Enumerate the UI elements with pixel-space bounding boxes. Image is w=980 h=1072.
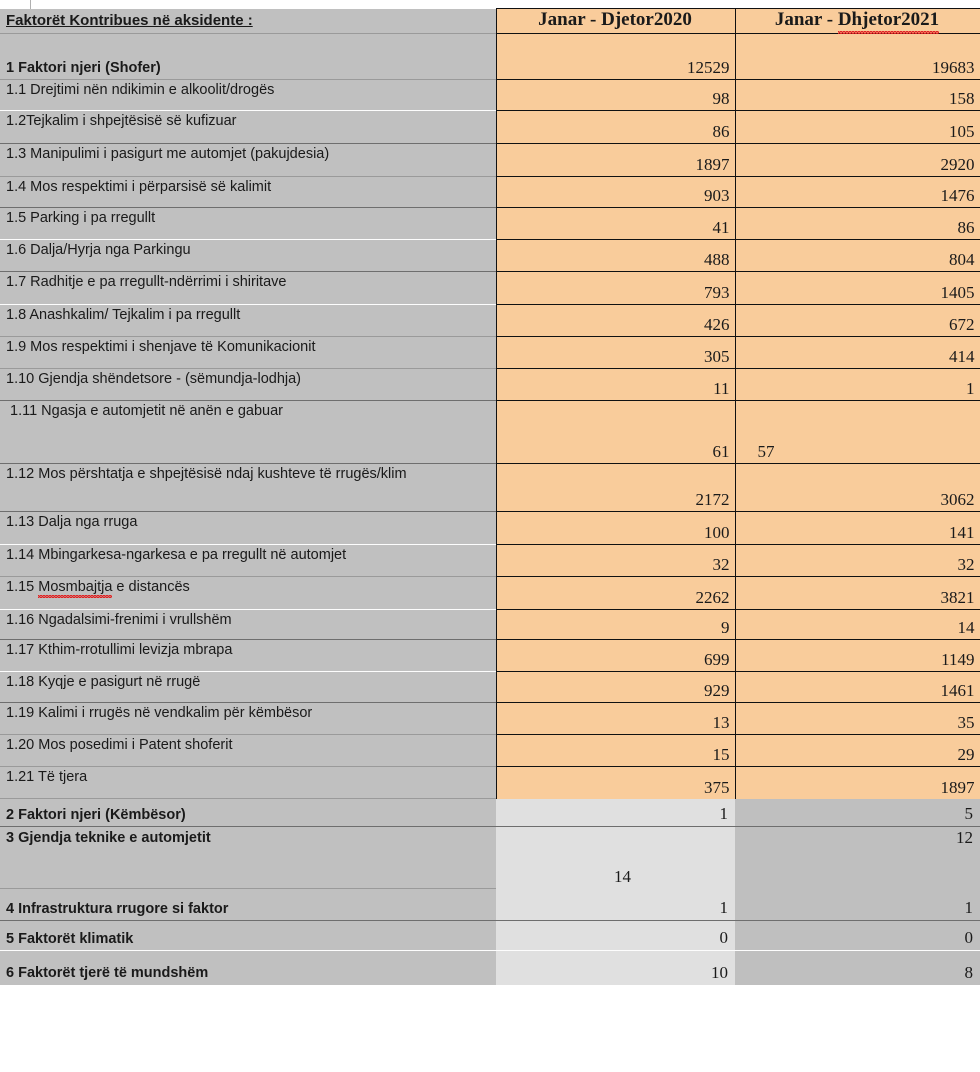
row-value-2020: 903: [496, 177, 735, 208]
row-value-2020: 61: [496, 401, 735, 464]
row-label: 1.14 Mbingarkesa-ngarkesa e pa rregullt në automjet: [0, 545, 496, 577]
table-row: [0, 735, 980, 767]
column-header-2021-misspelled: Dhjetor2021: [837, 9, 940, 30]
table-row: [0, 610, 980, 640]
row-value-2021: 1405: [735, 272, 980, 305]
table-row: [0, 464, 980, 512]
table-row: [0, 401, 980, 464]
table-row: [0, 545, 980, 577]
row-value-2021: 2920: [735, 144, 980, 177]
row-value-2021: 158: [735, 80, 980, 111]
table-row: [0, 672, 980, 703]
table-row: [0, 369, 980, 401]
row-label: [0, 577, 496, 610]
row-label: 1 Faktori njeri (Shofer): [0, 34, 496, 80]
table-row: [0, 272, 980, 305]
row-label: 2 Faktori njeri (Këmbësor): [0, 799, 496, 827]
row-label: 1.20 Mos posedimi i Patent shoferit: [0, 735, 496, 767]
row-value-2021: 0: [735, 921, 980, 951]
row-value-2020: 929: [496, 672, 735, 703]
row-value-2020: 32: [496, 545, 735, 577]
row-value-2021: 5: [735, 799, 980, 827]
row-label: 1.13 Dalja nga rruga: [0, 512, 496, 545]
table-row: [0, 767, 980, 799]
table-row: [0, 921, 980, 951]
row-label: 1.1 Drejtimi nën ndikimin e alkoolit/drogës: [0, 80, 496, 111]
row-value-2020: 10: [496, 951, 735, 985]
table-row: [0, 305, 980, 337]
table-row: [0, 177, 980, 208]
row-value-2020: 11: [496, 369, 735, 401]
row-value-2020: 15: [496, 735, 735, 767]
row-value-2020: 488: [496, 240, 735, 272]
table-header-row: [0, 9, 980, 34]
row-label-prefix: 1.15: [6, 579, 39, 595]
row-label: 1.18 Kyqje e pasigurt në rrugë: [0, 672, 496, 703]
table-row: [0, 80, 980, 111]
row-value-2020: 1897: [496, 144, 735, 177]
row-value-2020: 9: [496, 610, 735, 640]
row-value-2021: 804: [735, 240, 980, 272]
row-label: 1.5 Parking i pa rregullt: [0, 208, 496, 240]
row-label: 1.11 Ngasja e automjetit në anën e gabuar: [0, 401, 496, 464]
table-row: [0, 799, 980, 827]
table-row: [0, 208, 980, 240]
row-value-2020: 86: [496, 111, 735, 144]
row-value-2021: 1476: [735, 177, 980, 208]
table-row: [0, 827, 980, 889]
row-value-2021: 12: [735, 827, 980, 889]
row-value-2020: 2262: [496, 577, 735, 610]
contributing-factors-table: [0, 8, 980, 985]
row-label: 1.10 Gjendja shëndetsore - (sëmundja-lodhja): [0, 369, 496, 401]
row-value-2021: 1: [735, 369, 980, 401]
row-label: 1.12 Mos përshtatja e shpejtësisë ndaj kushteve të rrugës/klim: [0, 464, 496, 512]
row-label: 1.16 Ngadalsimi-frenimi i vrullshëm: [0, 610, 496, 640]
row-value-2021: 35: [735, 703, 980, 735]
table-row: [0, 640, 980, 672]
row-label: 1.7 Radhitje e pa rregullt-ndërrimi i shiritave: [0, 272, 496, 305]
row-value-2021: 1461: [735, 672, 980, 703]
row-value-2020: 2172: [496, 464, 735, 512]
table-row: [0, 889, 980, 921]
row-value-2020: 1: [496, 889, 735, 921]
row-value-2020: 699: [496, 640, 735, 672]
row-label-misspelled: Mosmbajtja: [38, 579, 113, 595]
row-value-2021: 19683: [735, 34, 980, 80]
row-label: 1.9 Mos respektimi i shenjave të Komunikacionit: [0, 337, 496, 369]
row-value-2020: 41: [496, 208, 735, 240]
row-value-2020: 13: [496, 703, 735, 735]
table-row: [0, 111, 980, 144]
row-value-2020: 98: [496, 80, 735, 111]
table-row: [0, 951, 980, 985]
column-header-2021-prefix: Janar -: [774, 9, 838, 30]
row-value-2020: 14: [496, 827, 735, 889]
row-value-2020: 375: [496, 767, 735, 799]
row-value-2021: 1: [735, 889, 980, 921]
row-value-2021: 57: [735, 401, 980, 464]
row-label: 1.17 Kthim-rrotullimi levizja mbrapa: [0, 640, 496, 672]
row-value-2021: 1897: [735, 767, 980, 799]
row-label: 1.8 Anashkalim/ Tejkalim i pa rregullt: [0, 305, 496, 337]
row-value-2021: 14: [735, 610, 980, 640]
row-value-2020: 100: [496, 512, 735, 545]
row-value-2021: 8: [735, 951, 980, 985]
row-label: 1.21 Të tjera: [0, 767, 496, 799]
row-value-2021: 3821: [735, 577, 980, 610]
row-label: 1.4 Mos respektimi i përparsisë së kalimit: [0, 177, 496, 208]
row-value-2020: 305: [496, 337, 735, 369]
table-row: [0, 512, 980, 545]
row-value-2020: 0: [496, 921, 735, 951]
row-label: 5 Faktorët klimatik: [0, 921, 496, 951]
row-value-2021: 29: [735, 735, 980, 767]
row-label: 1.3 Manipulimi i pasigurt me automjet (pakujdesia): [0, 144, 496, 177]
row-value-2020: 1: [496, 799, 735, 827]
table-row: [0, 240, 980, 272]
row-value-2020: 793: [496, 272, 735, 305]
row-value-2021: 32: [735, 545, 980, 577]
row-value-2021: 1149: [735, 640, 980, 672]
table-row: [0, 337, 980, 369]
row-label: 1.2Tejkalim i shpejtësisë së kufizuar: [0, 111, 496, 144]
table-row: [0, 577, 980, 610]
row-label: 1.19 Kalimi i rrugës në vendkalim për këmbësor: [0, 703, 496, 735]
table-row: [0, 703, 980, 735]
row-label: 1.6 Dalja/Hyrja nga Parkingu: [0, 240, 496, 272]
row-value-2021: 86: [735, 208, 980, 240]
row-value-2021: 3062: [735, 464, 980, 512]
row-value-2021: 105: [735, 111, 980, 144]
row-value-2020: 12529: [496, 34, 735, 80]
row-value-2020: 426: [496, 305, 735, 337]
table-row: [0, 34, 980, 80]
row-value-2021: 672: [735, 305, 980, 337]
page-title: Faktorët Kontribues në aksidente :: [0, 9, 496, 34]
row-label: 3 Gjendja teknike e automjetit: [0, 827, 496, 889]
row-label: 4 Infrastruktura rrugore si faktor: [0, 889, 496, 921]
row-label: 6 Faktorët tjerë të mundshëm: [0, 951, 496, 985]
table-row: [0, 144, 980, 177]
column-header-2021: [735, 9, 980, 34]
row-label-suffix: e distancës: [112, 579, 190, 595]
column-header-2020: Janar - Djetor2020: [496, 9, 735, 34]
row-value-2021: 414: [735, 337, 980, 369]
row-value-2021: 141: [735, 512, 980, 545]
